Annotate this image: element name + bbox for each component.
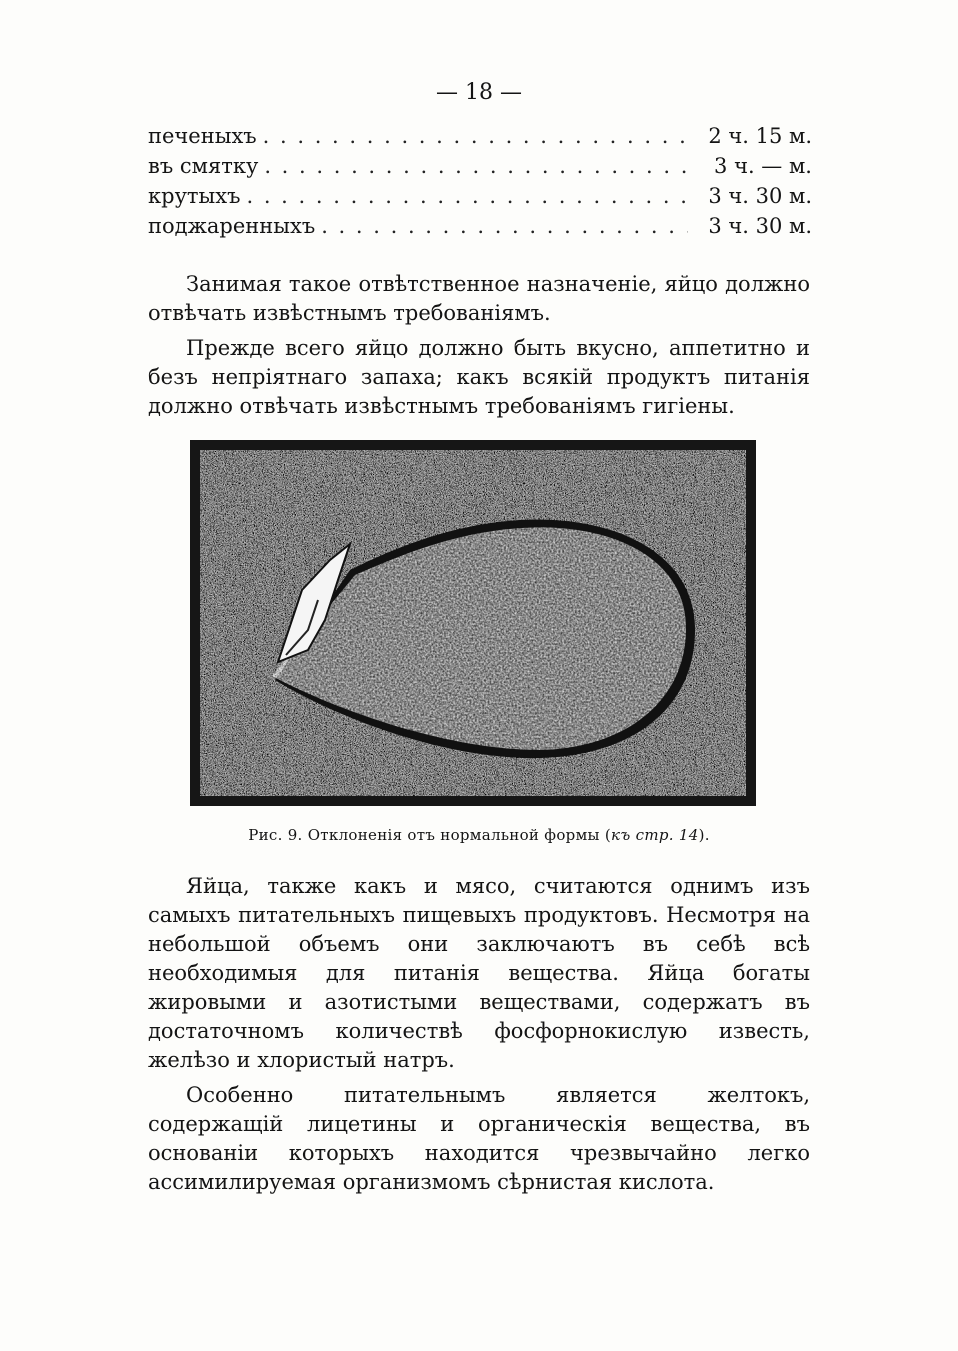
paragraph: Яйца, также какъ и мясо, считаются однимъ изъ самыхъ питательныхъ пищевыхъ продуктовъ. Несмотря на небольшой объемъ они заключаютъ въ себѣ всѣ необходимыя для питанія вещества. Яйца богаты жировыми и азотистыми веществами, содержатъ въ достаточномъ количествѣ фосфорнокислую известь, желѣзо и хлористый натръ. (148, 874, 810, 1072)
paragraph: Особенно питательнымъ является желтокъ, содержащій лицетины и органическія вещества, въ основаніи которыхъ находится чрезвычайно легко ассимилируемая организмомъ сѣрнистая кислота. (148, 1083, 810, 1194)
table-row (148, 184, 812, 214)
caption-ref: къ стр. 14 (611, 826, 699, 844)
row-value: 2 ч. 15 м. (708, 124, 812, 148)
caption-end: ). (698, 826, 710, 844)
table-row (148, 214, 812, 244)
table-row (148, 124, 812, 154)
row-label: крутыхъ (148, 184, 241, 208)
row-label: печеныхъ (148, 124, 257, 148)
caption-main: Рис. 9. Отклоненія отъ нормальной формы ( (248, 826, 611, 844)
figure-egg-photo (190, 440, 756, 806)
body-text-top (148, 270, 810, 427)
leader-dots (321, 214, 688, 238)
row-value: 3 ч. — м. (714, 154, 812, 178)
body-text-bottom (148, 872, 810, 1203)
table-row (148, 154, 812, 184)
egg-photo-icon (190, 440, 756, 806)
leader-dots (264, 154, 688, 178)
figure-caption (0, 826, 958, 844)
row-value: 3 ч. 30 м. (708, 214, 812, 238)
row-label: въ смятку (148, 154, 259, 178)
leader-dots (246, 184, 688, 208)
row-value: 3 ч. 30 м. (708, 184, 812, 208)
digestion-time-table (148, 124, 812, 244)
page-number: — 18 — (436, 80, 522, 105)
paragraph: Занимая такое отвѣтственное назначеніе, яйцо должно отвѣчать извѣстнымъ требованіямъ. (148, 272, 810, 325)
leader-dots (263, 124, 688, 148)
row-label: поджаренныхъ (148, 214, 316, 238)
paragraph: Прежде всего яйцо должно быть вкусно, аппетитно и безъ непріятнаго запаха; какъ всякій продуктъ питанія должно отвѣчать извѣстнымъ требованіямъ гигіены. (148, 336, 810, 418)
